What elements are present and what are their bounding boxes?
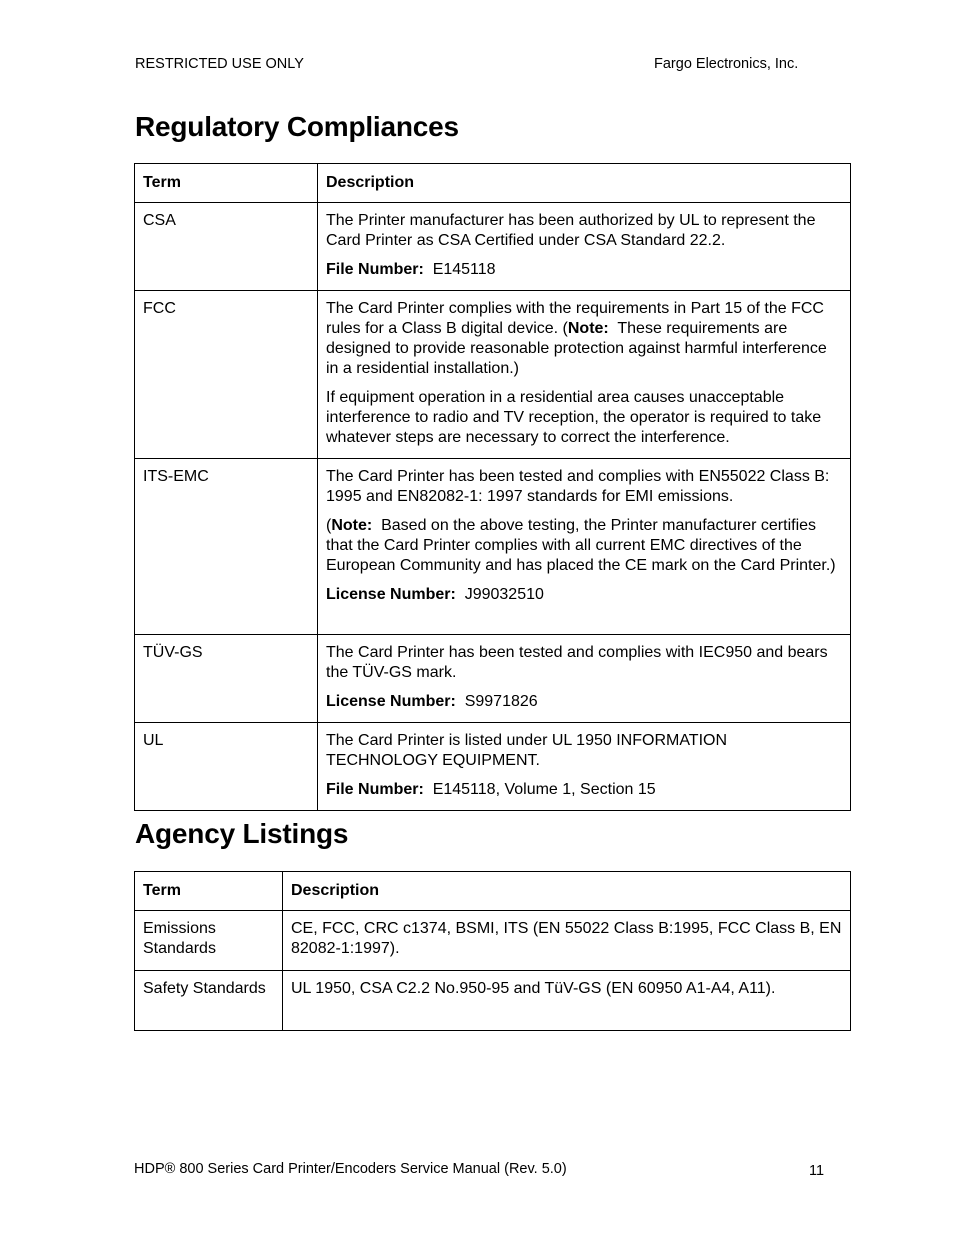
- description-cell: CE, FCC, CRC c1374, BSMI, ITS (EN 55022 Class B:1995, FCC Class B, EN 82082-1:1997).: [283, 911, 851, 971]
- file-number-label: File Number:: [326, 261, 424, 278]
- file-number-label: File Number:: [326, 781, 424, 798]
- description-text: The Card Printer is listed under UL 1950 INFORMATION TECHNOLOGY EQUIPMENT.: [326, 732, 728, 769]
- regulatory-compliances-heading: Regulatory Compliances: [135, 111, 459, 142]
- description-text: The Printer manufacturer has been authorized by UL to represent the Card Printer as CSA Certified under CSA Standard 22.2.: [326, 212, 816, 249]
- description-text: [326, 299, 842, 379]
- file-number-value: E145118, Volume 1, Section 15: [432, 781, 656, 798]
- description-text-part: (: [326, 517, 332, 534]
- table-row-safety-standards: [135, 971, 851, 1031]
- table-row-fcc: [135, 291, 851, 459]
- description-text-part: Based on the above testing, the Printer manufacturer certifies that the Card Printer complies with all current EMC directives of the European Community and has placed the CE mark on the Card Printer.): [326, 517, 836, 574]
- header-company: Fargo Electronics, Inc.: [654, 56, 799, 72]
- note-label: Note:: [331, 517, 373, 534]
- term-cell: FCC: [135, 291, 318, 459]
- column-header-term: Term: [135, 164, 318, 203]
- license-number-label: License Number:: [326, 693, 456, 710]
- description-text: [326, 516, 842, 576]
- file-number-value: E145118: [432, 261, 496, 278]
- term-cell: ITS-EMC: [135, 459, 318, 635]
- license-number-label: License Number:: [326, 586, 456, 603]
- note-label: Note:: [567, 320, 609, 337]
- description-cell: [318, 203, 851, 291]
- agency-listings-table: [134, 871, 851, 1031]
- table-header-row: [135, 872, 851, 911]
- description-text-part: The Card Printer complies with the requirements in Part 15 of the FCC rules for a Class B digital device. (: [326, 300, 824, 337]
- license-number-line: [326, 692, 842, 712]
- column-header-term: Term: [135, 872, 283, 911]
- description-cell: [318, 635, 851, 723]
- license-number-line: [326, 585, 842, 605]
- description-text: The Card Printer has been tested and complies with EN55022 Class B: 1995 and EN82082-1: 1997 standards for EMI emissions.: [326, 468, 830, 505]
- table-row-ul: [135, 723, 851, 811]
- term-cell: Safety Standards: [135, 971, 283, 1031]
- page-number: 11: [809, 1163, 825, 1179]
- description-cell: [318, 723, 851, 811]
- description-text: The Card Printer has been tested and complies with IEC950 and bears the TÜV-GS mark.: [326, 644, 828, 681]
- file-number-line: [326, 260, 842, 280]
- table-header-row: [135, 164, 851, 203]
- table-row-csa: [135, 203, 851, 291]
- term-cell: CSA: [135, 203, 318, 291]
- column-header-description: Description: [283, 872, 851, 911]
- license-number-value: J99032510: [464, 586, 544, 603]
- description-text: If equipment operation in a residential area causes unacceptable interference to radio and TV reception, the operator is required to take whatever steps are necessary to correct the interference.: [326, 389, 822, 446]
- term-cell: TÜV-GS: [135, 635, 318, 723]
- description-text-part: These requirements are designed to provide reasonable protection against harmful interference in a residential installation.): [326, 320, 827, 377]
- header-restricted-use: RESTRICTED USE ONLY: [135, 56, 304, 72]
- license-number-value: S9971826: [464, 693, 538, 710]
- description-cell: UL 1950, CSA C2.2 No.950-95 and TüV-GS (EN 60950 A1-A4, A11).: [283, 971, 851, 1031]
- term-cell: Emissions Standards: [135, 911, 283, 971]
- agency-listings-heading: Agency Listings: [135, 818, 349, 849]
- table-row-emissions-standards: [135, 911, 851, 971]
- footer-manual-title: HDP® 800 Series Card Printer/Encoders Service Manual (Rev. 5.0): [134, 1161, 567, 1177]
- description-cell: [318, 459, 851, 635]
- column-header-description: Description: [318, 164, 851, 203]
- regulatory-compliances-table: [134, 163, 851, 811]
- table-row-its-emc: [135, 459, 851, 635]
- file-number-line: [326, 780, 842, 800]
- table-row-tuv-gs: [135, 635, 851, 723]
- term-cell: UL: [135, 723, 318, 811]
- description-cell: [318, 291, 851, 459]
